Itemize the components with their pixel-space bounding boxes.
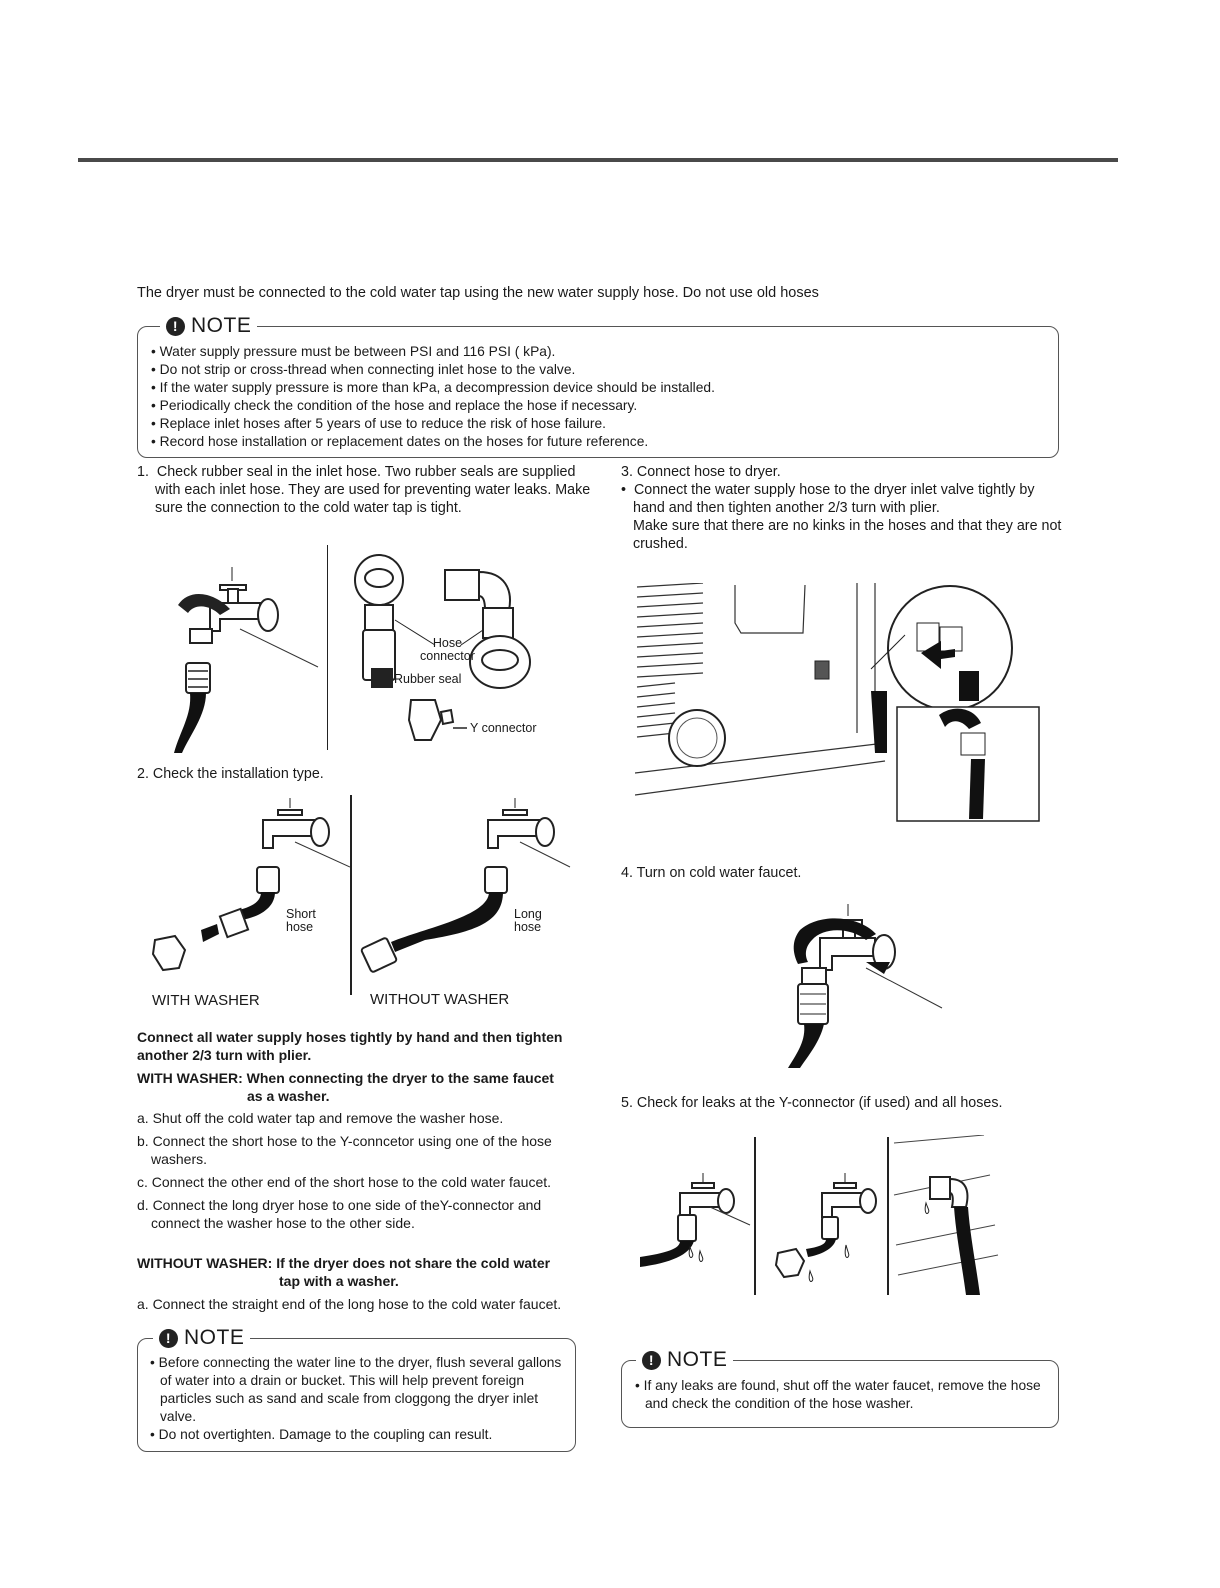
note-item: • If the water supply pressure is more than kPa, a decompression device should be installed. (149, 379, 1049, 397)
exclamation-icon: ! (642, 1351, 661, 1370)
step4-faucet-illustration (780, 900, 950, 1070)
rubber-seal-label: Rubber seal (394, 672, 462, 686)
exclamation-icon: ! (166, 317, 185, 336)
step5-leak-check-illustration (640, 1135, 1000, 1300)
note-item: • If any leaks are found, shut off the water faucet, remove the hose and check the condition of the hose washer. (633, 1377, 1051, 1413)
note-title-top: ! NOTE (160, 314, 257, 338)
step3-dryer-illustration (635, 583, 1045, 823)
step-3: 3. Connect hose to dryer. • Connect the water supply hose to the dryer inlet valve tightly by hand and then tighten another 2/3 turn with plier. Make sure that there are no kinks in the hoses and that they are not crushed. (621, 464, 1062, 552)
with-washer-caption: WITH WASHER (152, 992, 260, 1009)
exclamation-icon: ! (159, 1329, 178, 1348)
without-washer-caption: WITHOUT WASHER (370, 991, 510, 1008)
without-washer-steps (137, 1295, 587, 1313)
note-title-bottom-right: ! NOTE (636, 1348, 733, 1372)
note-list-bottom-right (633, 1377, 1051, 1413)
note-item: • Periodically check the condition of the hose and replace the hose if necessary. (149, 397, 1049, 415)
with-washer-heading: WITH WASHER: When connecting the dryer to the same faucet as a washer. (137, 1070, 554, 1104)
note-item: • Do not overtighten. Damage to the coupling can result. (148, 1426, 568, 1444)
step-item: d. Connect the long dryer hose to one side of theY-connector and connect the washer hose to the other side. (137, 1197, 542, 1231)
y-connector-label: Y connector (470, 721, 537, 735)
connect-all-instruction: Connect all water supply hoses tightly by hand and then tighten another 2/3 turn with plier. (137, 1029, 563, 1063)
note-list-top (149, 343, 1049, 451)
step-5: 5. Check for leaks at the Y-connector (if used) and all hoses. (621, 1095, 1003, 1111)
step-item: a. Shut off the cold water tap and remove the washer hose. (137, 1110, 504, 1126)
step2-with-washer-illustration (145, 792, 350, 992)
divider-line (350, 795, 352, 995)
step-4: 4. Turn on cold water faucet. (621, 865, 802, 881)
intro-text: The dryer must be connected to the cold water tap using the new water supply hose. Do not use old hoses (137, 285, 819, 301)
long-hose-label: Long hose (514, 907, 542, 934)
divider-line (327, 545, 328, 750)
note-item: • Before connecting the water line to the dryer, flush several gallons of water into a drain or bucket. This will help prevent foreign particles such as sand and scale from cloggong the dryer inlet valve. (148, 1354, 568, 1426)
step-item: b. Connect the short hose to the Y-conncetor using one of the hose washers. (137, 1133, 552, 1167)
hose-connector-label: Hose connector (420, 636, 475, 663)
step-item: c. Connect the other end of the short hose to the cold water faucet. (137, 1174, 552, 1190)
without-washer-heading: WITHOUT WASHER: If the dryer does not share the cold water tap with a washer. (137, 1255, 551, 1289)
step-item: a. Connect the straight end of the long hose to the cold water faucet. (137, 1296, 562, 1312)
note-item: • Replace inlet hoses after 5 years of use to reduce the risk of hose failure. (149, 415, 1049, 433)
note-item: • Do not strip or cross-thread when connecting inlet hose to the valve. (149, 361, 1049, 379)
note-item: • Water supply pressure must be between PSI and 116 PSI ( kPa). (149, 343, 1049, 361)
header-rule (78, 158, 1118, 162)
step2-without-washer-illustration (355, 792, 575, 992)
step-1: 1. Check rubber seal in the inlet hose. Two rubber seals are supplied with each inlet hose. They are used for preventing water leaks. Make sure the connection to the cold water tap is tight. (137, 464, 591, 516)
note-item: • Record hose installation or replacement dates on the hoses for future reference. (149, 433, 1049, 451)
note-title-bottom-left: ! NOTE (153, 1326, 250, 1350)
step1-faucet-illustration (170, 545, 330, 755)
step-2: 2. Check the installation type. (137, 766, 324, 782)
short-hose-label: Short hose (286, 907, 316, 934)
with-washer-steps (137, 1109, 582, 1232)
note-list-bottom-left (148, 1354, 568, 1444)
